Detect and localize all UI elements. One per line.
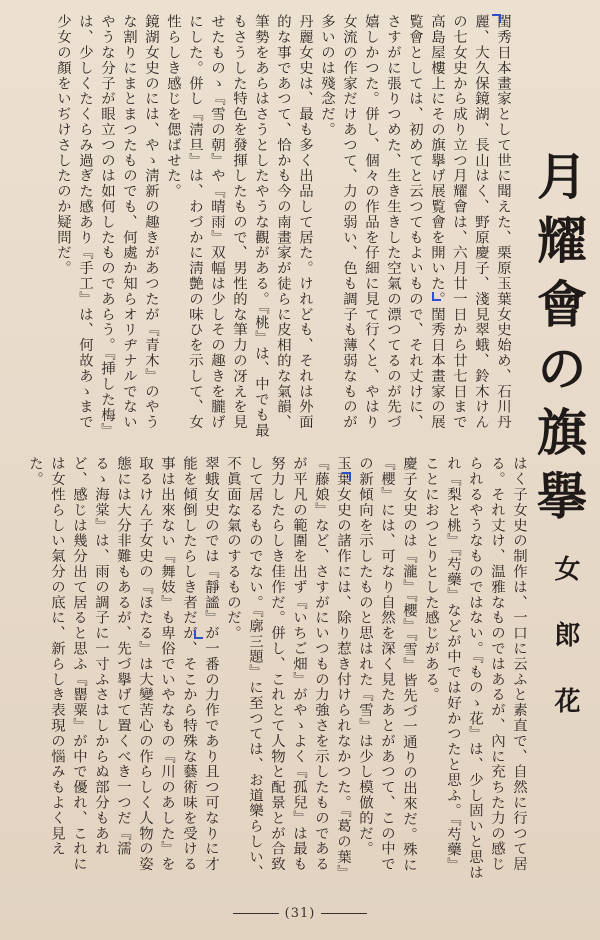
article-body-bottom [10,456,530,886]
paragraph: 鏡湖女史のには、やゝ淸新の趣きがあつたが『青木』のやうな割りにまとまつたものでも、何處か知らオリヂナルでないやうな分子が眼立つのは如何したものであらう。『挿した梅』は、少しくたくらみ過ぎた感あり『手工』は、何故あゝまで少女の顏をいぢけさしたのか疑問だ。 [55,14,159,438]
paragraph: はく子女史の制作は、一口に云ふと素直で、自然に行つて居る。それ丈け、温雅なものではあるが、內に充ちた力の感じられるやうなものではない。『ものゝ花』は、少し固いと思はれ『梨と桃』『芍藥』などが中では好かつたと思ふ。『芍藥』ことにおつとりとした感じがある。 [423,456,527,880]
paragraph: 慶子女史のは『瀧』『櫻』『雪』皆先づ一通りの出來だ。殊に『櫻』には、可なり自然を深く見たあとがあつて、この中での新傾向を示したものと思はれた『雪』は少し模倣的だ。 [357,456,417,873]
paragraph: 丹麗女史は、最も多く出品して居た。けれども、それは外面的な事であつて、恰かも今の南畫家が徒らに皮相的な氣韻、筆勢をあらはさうとしたやうな觀がある。『桃』は、中でも最もさうした特色を發揮したもので、男性的な筆力の冴えを見せたものゝ『雪の朝』や『晴雨』双幅は少しその趣きを朧げにした。併し『淸旦』は、わづかに淸艶の味ひを示して、女性らしき感じを偲ばせた。 [165,14,313,438]
bracket-mark [492,14,501,23]
footer-rule-left [233,913,279,914]
article-body-top [14,14,514,444]
bracket-mark [342,472,351,481]
paragraph: 翠蛾女史のでは『靜謐』が一番の力作であり且つ可なりに才能を傾倒したらしき者だが、そこから特殊な藝術味を受ける事は出來ない『舞妓』も卑俗でいやなもの『川のあした』を取るけん子女史の『ほたる』は大變苦心の作らしく人物の姿態には大分非難もあるが、先づ擧げて置くべき一つだ『濡るゝ海棠』は、雨の調子に一寸ふさはしからぬ部分もあれど、感じは幾分出て居ると思ふ『罌粟』が中で優れ、これには女性らしい氣分の底に、新らしき表現の惱みもよく見えた。 [27,456,219,872]
footer-rule-right [321,913,367,914]
paragraph: 閨秀日本畫家として世に聞えた、栗原玉葉女史始め、石川丹麗、大久保鏡湖、長山はく、野原慶子、淺見翠蛾、鈴木けんの七女史から成り立つ月耀會は、六月廿一日から廿七日まで高島屋樓上にその旗擧げ展覧會を開いた。閨秀日本畫家の展覧會としては、初めてと云つてもよいもので、それ丈けに、さすがに張りつめた、生き生きした空氣の漂つてるのが先づ嬉しかつた。併し、個々の作品を仔細に見て行くと、やはり女流の作家だけあつて、力の弱い、色も調子も薄弱なものが多いのは殘念だ。 [319,14,511,430]
bracket-mark [194,630,203,639]
page-number: 31 [290,906,310,921]
article-title: 月耀會の旗擧 [529,150,588,534]
paragraph: 玉葉女史の諸作には、除り惹き付けられなかつた。『葛の葉』『藤娘』など、さすがにいつもの力強さを示したものであるが平凡の範圍を出ず『いちご畑』がやゝよく『孤兒』は最も努力したらしき佳作だ。併し、これとて人物と配景とが合致して居るものでない。『廓三題』に至つては、お道樂らしい、不眞面な氣のするものだ。 [225,456,351,880]
bracket-mark [432,292,441,301]
page-footer: (31) [0,906,600,921]
article-author: 女郎花 [550,555,580,753]
